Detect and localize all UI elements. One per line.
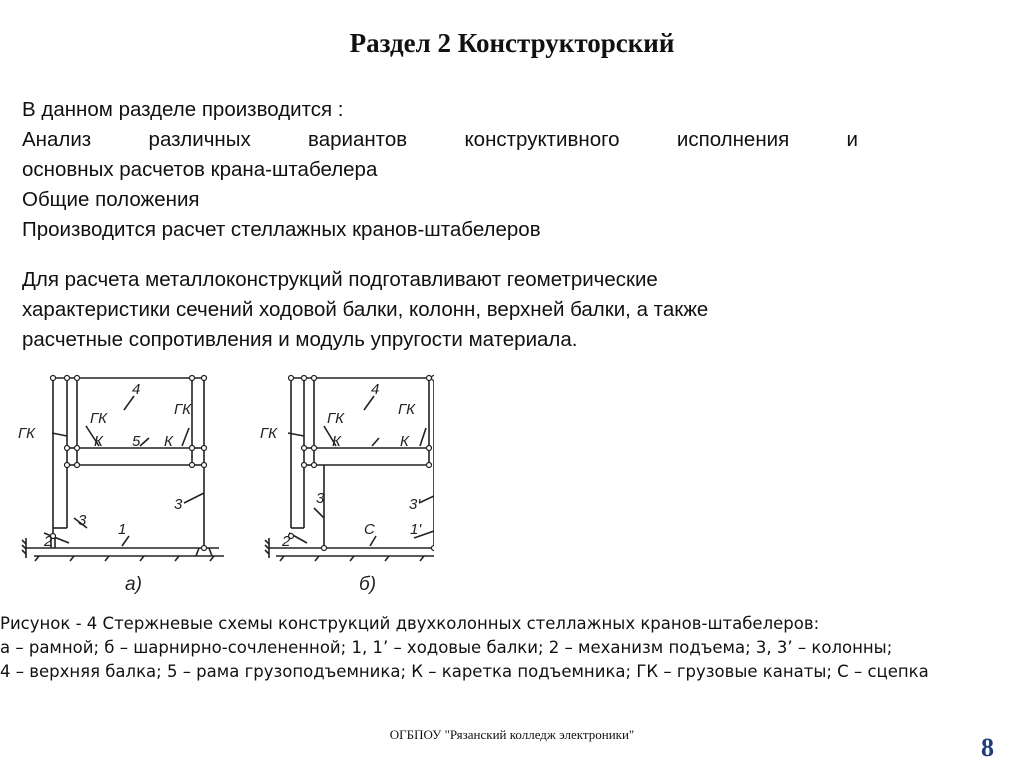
intro-line: Производится расчет стеллажных кранов-штабелеров [22, 218, 541, 241]
intro-line: Анализ различных вариантов конструктивного исполнения и [22, 128, 858, 151]
footer-institution: ОГБПОУ "Рязанский колледж электроники" [389, 727, 635, 742]
label-b: ГК [327, 410, 344, 427]
caption-a: а) [125, 574, 142, 595]
label-b: 3 [316, 490, 325, 507]
label-a: К [94, 433, 103, 450]
intro-line: Общие положения [22, 188, 200, 211]
label-a: 1 [118, 521, 127, 538]
label-b: К [332, 433, 341, 450]
label-b: ГК [260, 425, 277, 442]
caption-b: б) [359, 574, 377, 595]
caption-line: Рисунок - 4 Стержневые схемы конструкций двухколонных стеллажных кранов-штабелеров: [0, 614, 820, 633]
calculation-paragraph [22, 265, 862, 355]
intro-text [22, 95, 858, 245]
intro-line: основных расчетов крана-штабелера [22, 158, 378, 181]
figure-caption [0, 612, 1024, 684]
label-b: С [364, 521, 375, 538]
intro-line: В данном разделе производится : [22, 98, 344, 121]
paragraph-line: Для расчета металлоконструкций подготавливают геометрические [22, 268, 658, 291]
caption-line: а – рамной; б – шарнирно-сочлененной; 1, 1’ – ходовые балки; 2 – механизм подъема; 3, 3’ – колонны; [0, 638, 893, 657]
label-a: ГК [174, 401, 191, 418]
structural-schemes-figure [14, 368, 434, 600]
label-b: К [400, 433, 409, 450]
page-number: 8 [981, 733, 994, 762]
paragraph-line: характеристики сечений ходовой балки, колонн, верхней балки, а также [22, 298, 709, 321]
label-b: 2 [282, 533, 291, 550]
label-a: 4 [132, 381, 141, 398]
label-a: ГК [18, 425, 35, 442]
label-b: 4 [371, 381, 380, 398]
label-a: 5 [132, 433, 141, 450]
label-a: 3 [174, 496, 183, 513]
paragraph-line: расчетные сопротивления и модуль упругости материала. [22, 328, 578, 351]
slide-title: Раздел 2 Конструкторский [349, 28, 675, 58]
label-b: ГК [398, 401, 415, 418]
label-a: 3 [78, 512, 87, 529]
label-a: К [164, 433, 173, 450]
label-a: 2 [44, 533, 53, 550]
label-b: 1' [410, 521, 422, 538]
label-a: ГК [90, 410, 107, 427]
caption-line: 4 – верхняя балка; 5 – рама грузоподъемника; К – каретка подъемника; ГК – грузовые канаты; С – сцепка [0, 662, 929, 681]
label-b: 3' [409, 496, 421, 513]
